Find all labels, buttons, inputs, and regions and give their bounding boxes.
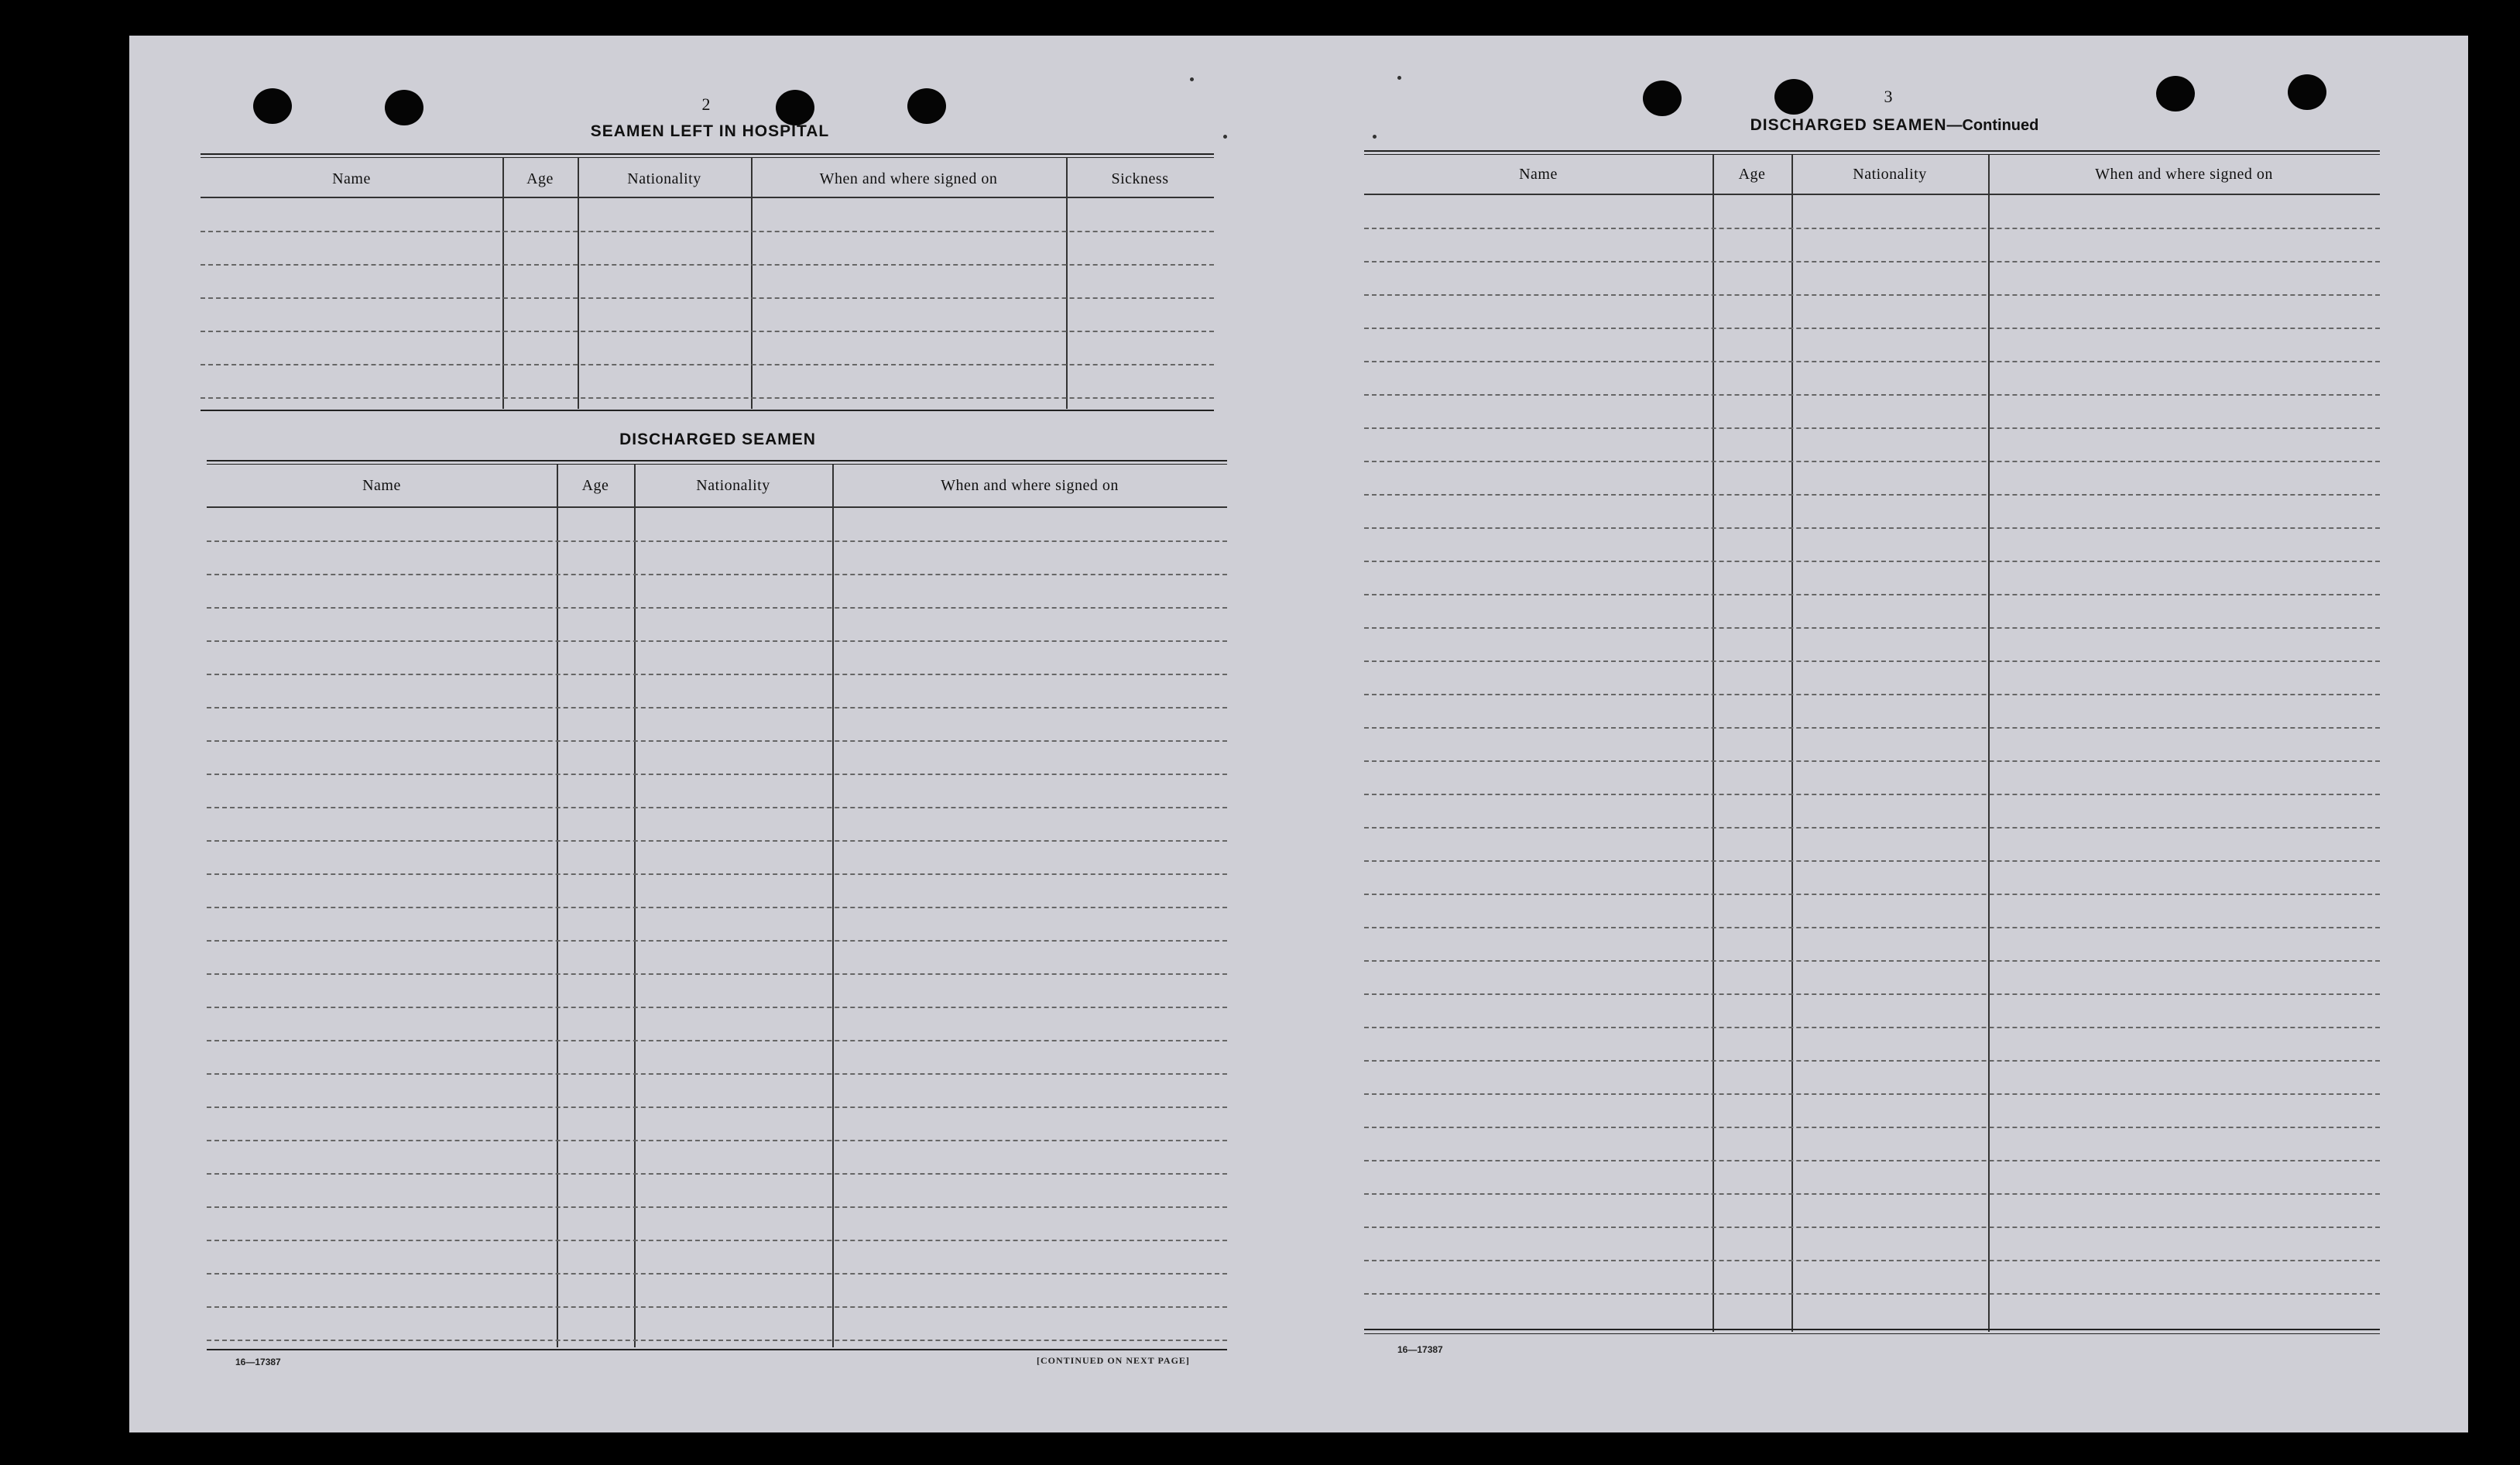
table-row bbox=[1364, 1193, 2380, 1195]
table-row bbox=[207, 1206, 1227, 1208]
punch-hole-icon bbox=[1643, 81, 1682, 116]
table-row bbox=[207, 740, 1227, 742]
table-row bbox=[207, 907, 1227, 908]
speck bbox=[1223, 135, 1227, 139]
speck bbox=[1397, 76, 1401, 80]
table-row bbox=[207, 940, 1227, 942]
table-row bbox=[201, 331, 1214, 332]
table-row bbox=[1364, 461, 2380, 462]
punch-hole-icon bbox=[776, 90, 814, 125]
column-header-age: Age bbox=[526, 170, 554, 187]
discharged-table bbox=[207, 460, 1227, 1358]
table-row bbox=[1364, 1093, 2380, 1095]
table-row bbox=[1364, 527, 2380, 529]
table-row bbox=[1364, 960, 2380, 962]
table-row bbox=[207, 1140, 1227, 1141]
table-row bbox=[207, 973, 1227, 975]
table-row bbox=[1364, 794, 2380, 795]
column-header-age: Age bbox=[1738, 166, 1766, 183]
table-row bbox=[1364, 727, 2380, 729]
column-header-name: Name bbox=[332, 170, 371, 187]
table-row bbox=[207, 1273, 1227, 1275]
table-row bbox=[201, 264, 1214, 266]
table-row bbox=[1364, 261, 2380, 262]
hospital-section-title: SEAMEN LEFT IN HOSPITAL bbox=[590, 122, 830, 140]
column-header-signed-on: When and where signed on bbox=[941, 477, 1119, 494]
form-number: 16—17387 bbox=[235, 1357, 281, 1367]
discharged-section-title: DISCHARGED SEAMEN bbox=[619, 431, 816, 448]
document-sheet bbox=[129, 36, 2468, 1432]
column-header-age: Age bbox=[581, 477, 609, 494]
column-header-signed-on: When and where signed on bbox=[819, 170, 998, 187]
discharged-continued-title-suffix: —Continued bbox=[1946, 117, 2039, 134]
continued-note: [CONTINUED ON NEXT PAGE] bbox=[1037, 1355, 1190, 1366]
table-row bbox=[207, 840, 1227, 842]
table-row bbox=[1364, 1127, 2380, 1128]
table-row bbox=[207, 1173, 1227, 1175]
speck bbox=[1373, 135, 1377, 139]
table-row bbox=[1364, 1227, 2380, 1228]
column-header-sickness: Sickness bbox=[1111, 170, 1169, 187]
column-header-nationality: Nationality bbox=[627, 170, 701, 187]
table-row bbox=[207, 1306, 1227, 1308]
hospital-table bbox=[201, 153, 1214, 413]
table-row bbox=[1364, 860, 2380, 862]
column-header-name: Name bbox=[362, 477, 401, 494]
table-row bbox=[207, 873, 1227, 875]
table-row bbox=[1364, 1160, 2380, 1161]
table-row bbox=[1364, 1027, 2380, 1028]
table-row bbox=[1364, 927, 2380, 928]
table-row bbox=[1364, 1293, 2380, 1295]
punch-hole-icon bbox=[907, 88, 946, 124]
table-row bbox=[207, 774, 1227, 775]
punch-hole-icon bbox=[2288, 74, 2326, 110]
table-row bbox=[207, 1007, 1227, 1008]
table-row bbox=[207, 1073, 1227, 1075]
table-row bbox=[207, 640, 1227, 642]
table-row bbox=[1364, 1060, 2380, 1062]
speck bbox=[1190, 77, 1194, 81]
form-number: 16—17387 bbox=[1397, 1344, 1443, 1355]
discharged-continued-title bbox=[1693, 116, 2096, 135]
column-header-name: Name bbox=[1519, 166, 1558, 183]
table-row bbox=[207, 1040, 1227, 1041]
table-row bbox=[201, 397, 1214, 399]
column-header-signed-on: When and where signed on bbox=[2095, 166, 2273, 183]
table-row bbox=[207, 807, 1227, 808]
discharged-continued-title-main: DISCHARGED SEAMEN bbox=[1750, 116, 1947, 134]
table-row bbox=[1364, 494, 2380, 496]
table-row bbox=[1364, 328, 2380, 329]
table-row bbox=[207, 707, 1227, 708]
table-row bbox=[1364, 228, 2380, 229]
table-row bbox=[1364, 993, 2380, 995]
table-row bbox=[207, 674, 1227, 675]
table-row bbox=[1364, 1260, 2380, 1261]
table-row bbox=[207, 607, 1227, 609]
column-header-nationality: Nationality bbox=[1853, 166, 1927, 183]
table-row bbox=[1364, 394, 2380, 396]
table-row bbox=[1364, 361, 2380, 362]
table-row bbox=[207, 1240, 1227, 1241]
table-row bbox=[201, 231, 1214, 232]
page-number: 2 bbox=[701, 94, 711, 114]
table-row bbox=[207, 1340, 1227, 1341]
punch-hole-icon bbox=[385, 90, 423, 125]
page-number: 3 bbox=[1884, 87, 1893, 106]
table-row bbox=[1364, 760, 2380, 762]
table-row bbox=[1364, 827, 2380, 829]
table-row bbox=[1364, 894, 2380, 895]
table-row bbox=[201, 297, 1214, 299]
punch-hole-icon bbox=[2156, 76, 2195, 112]
table-row bbox=[207, 540, 1227, 542]
table-row bbox=[1364, 561, 2380, 562]
table-row bbox=[1364, 627, 2380, 629]
table-row bbox=[1364, 294, 2380, 296]
table-row bbox=[1364, 694, 2380, 695]
punch-hole-icon bbox=[253, 88, 292, 124]
table-row bbox=[1364, 660, 2380, 662]
column-header-nationality: Nationality bbox=[696, 477, 770, 494]
table-row bbox=[207, 574, 1227, 575]
discharged-continued-table bbox=[1364, 150, 2380, 1343]
punch-hole-icon bbox=[1774, 79, 1813, 115]
table-row bbox=[207, 1106, 1227, 1108]
table-row bbox=[1364, 427, 2380, 429]
table-row bbox=[1364, 594, 2380, 595]
table-row bbox=[201, 364, 1214, 365]
